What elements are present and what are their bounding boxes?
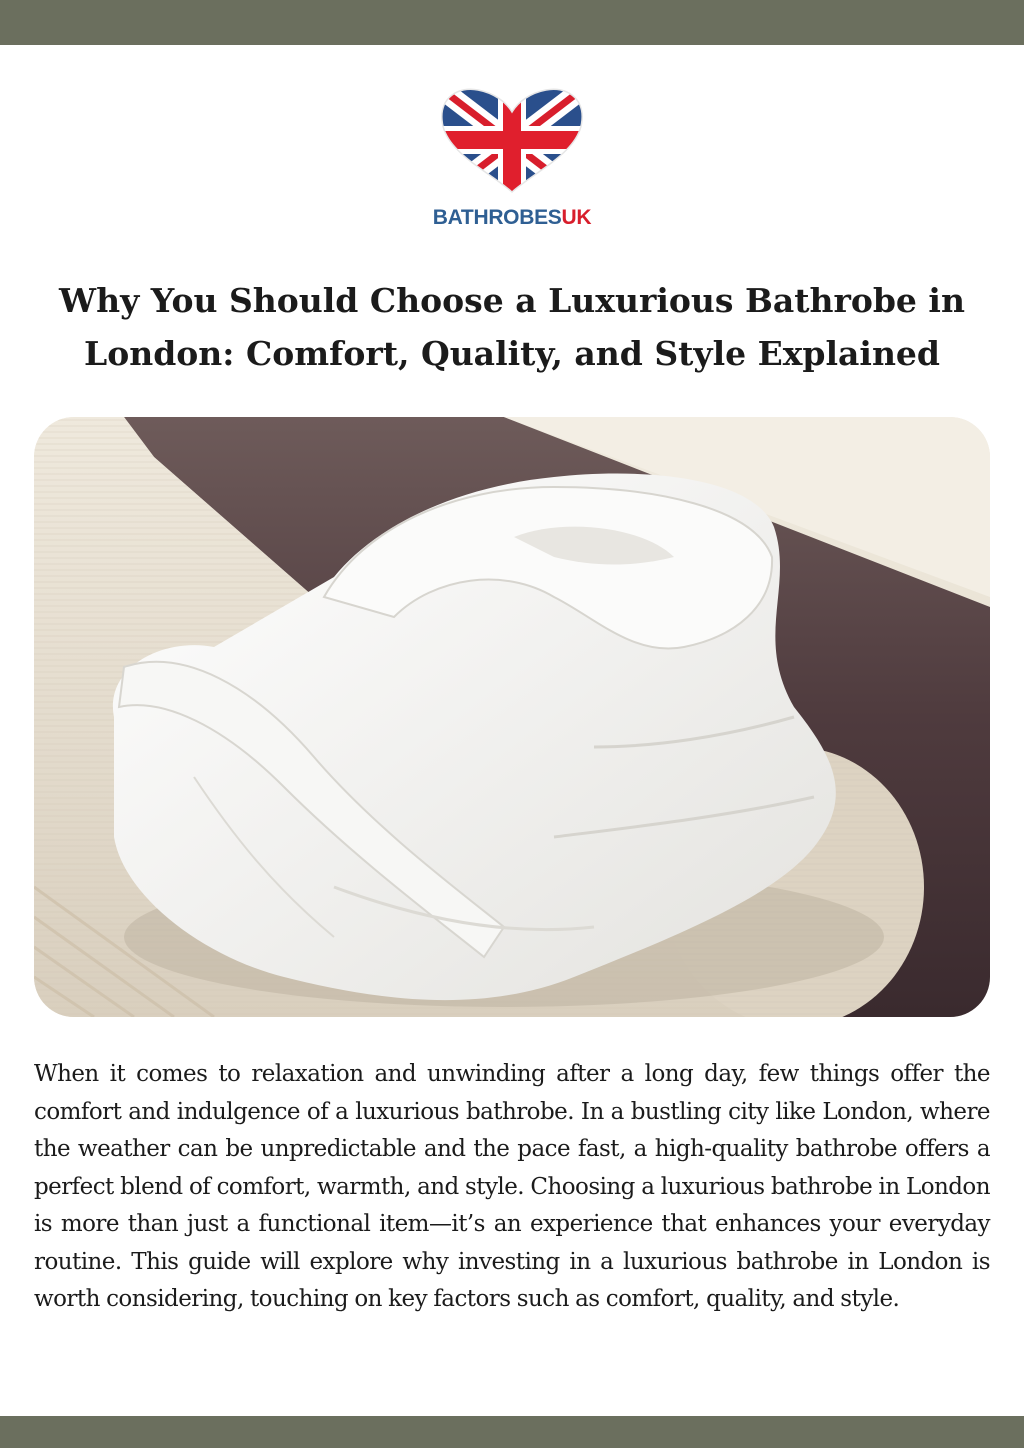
bottom-banner-bar xyxy=(0,1416,1024,1448)
article-title: Why You Should Choose a Luxurious Bathrobe in London: Comfort, Quality, and Style Explained xyxy=(59,281,965,373)
logo-wordmark xyxy=(412,206,612,230)
top-banner-bar xyxy=(0,0,1024,45)
bathrobesuk-logo[interactable] xyxy=(412,88,612,238)
bathrobe-photo xyxy=(34,417,990,1017)
logo-wordmark-bathrobes: BATHROBES xyxy=(432,206,562,229)
logo-wordmark-uk: UK xyxy=(561,206,592,229)
article-intro-paragraph: When it comes to relaxation and unwinding after a long day, few things offer the comfort and indulgence of a luxurious bathrobe. In a bustling city like London, where the weather can be unpredictable and the pace fast, a high-quality bathrobe offers a perfect blend of comfort, warmth, and style. Choosing a luxurious bathrobe in London is more than just a functional item—it’s an experience that enhances your everyday routine. This guide will explore why investing in a luxurious bathrobe in London is worth considering, touching on key factors such as comfort, quality, and style. xyxy=(34,1061,990,1312)
union-jack-heart-icon xyxy=(440,88,584,198)
